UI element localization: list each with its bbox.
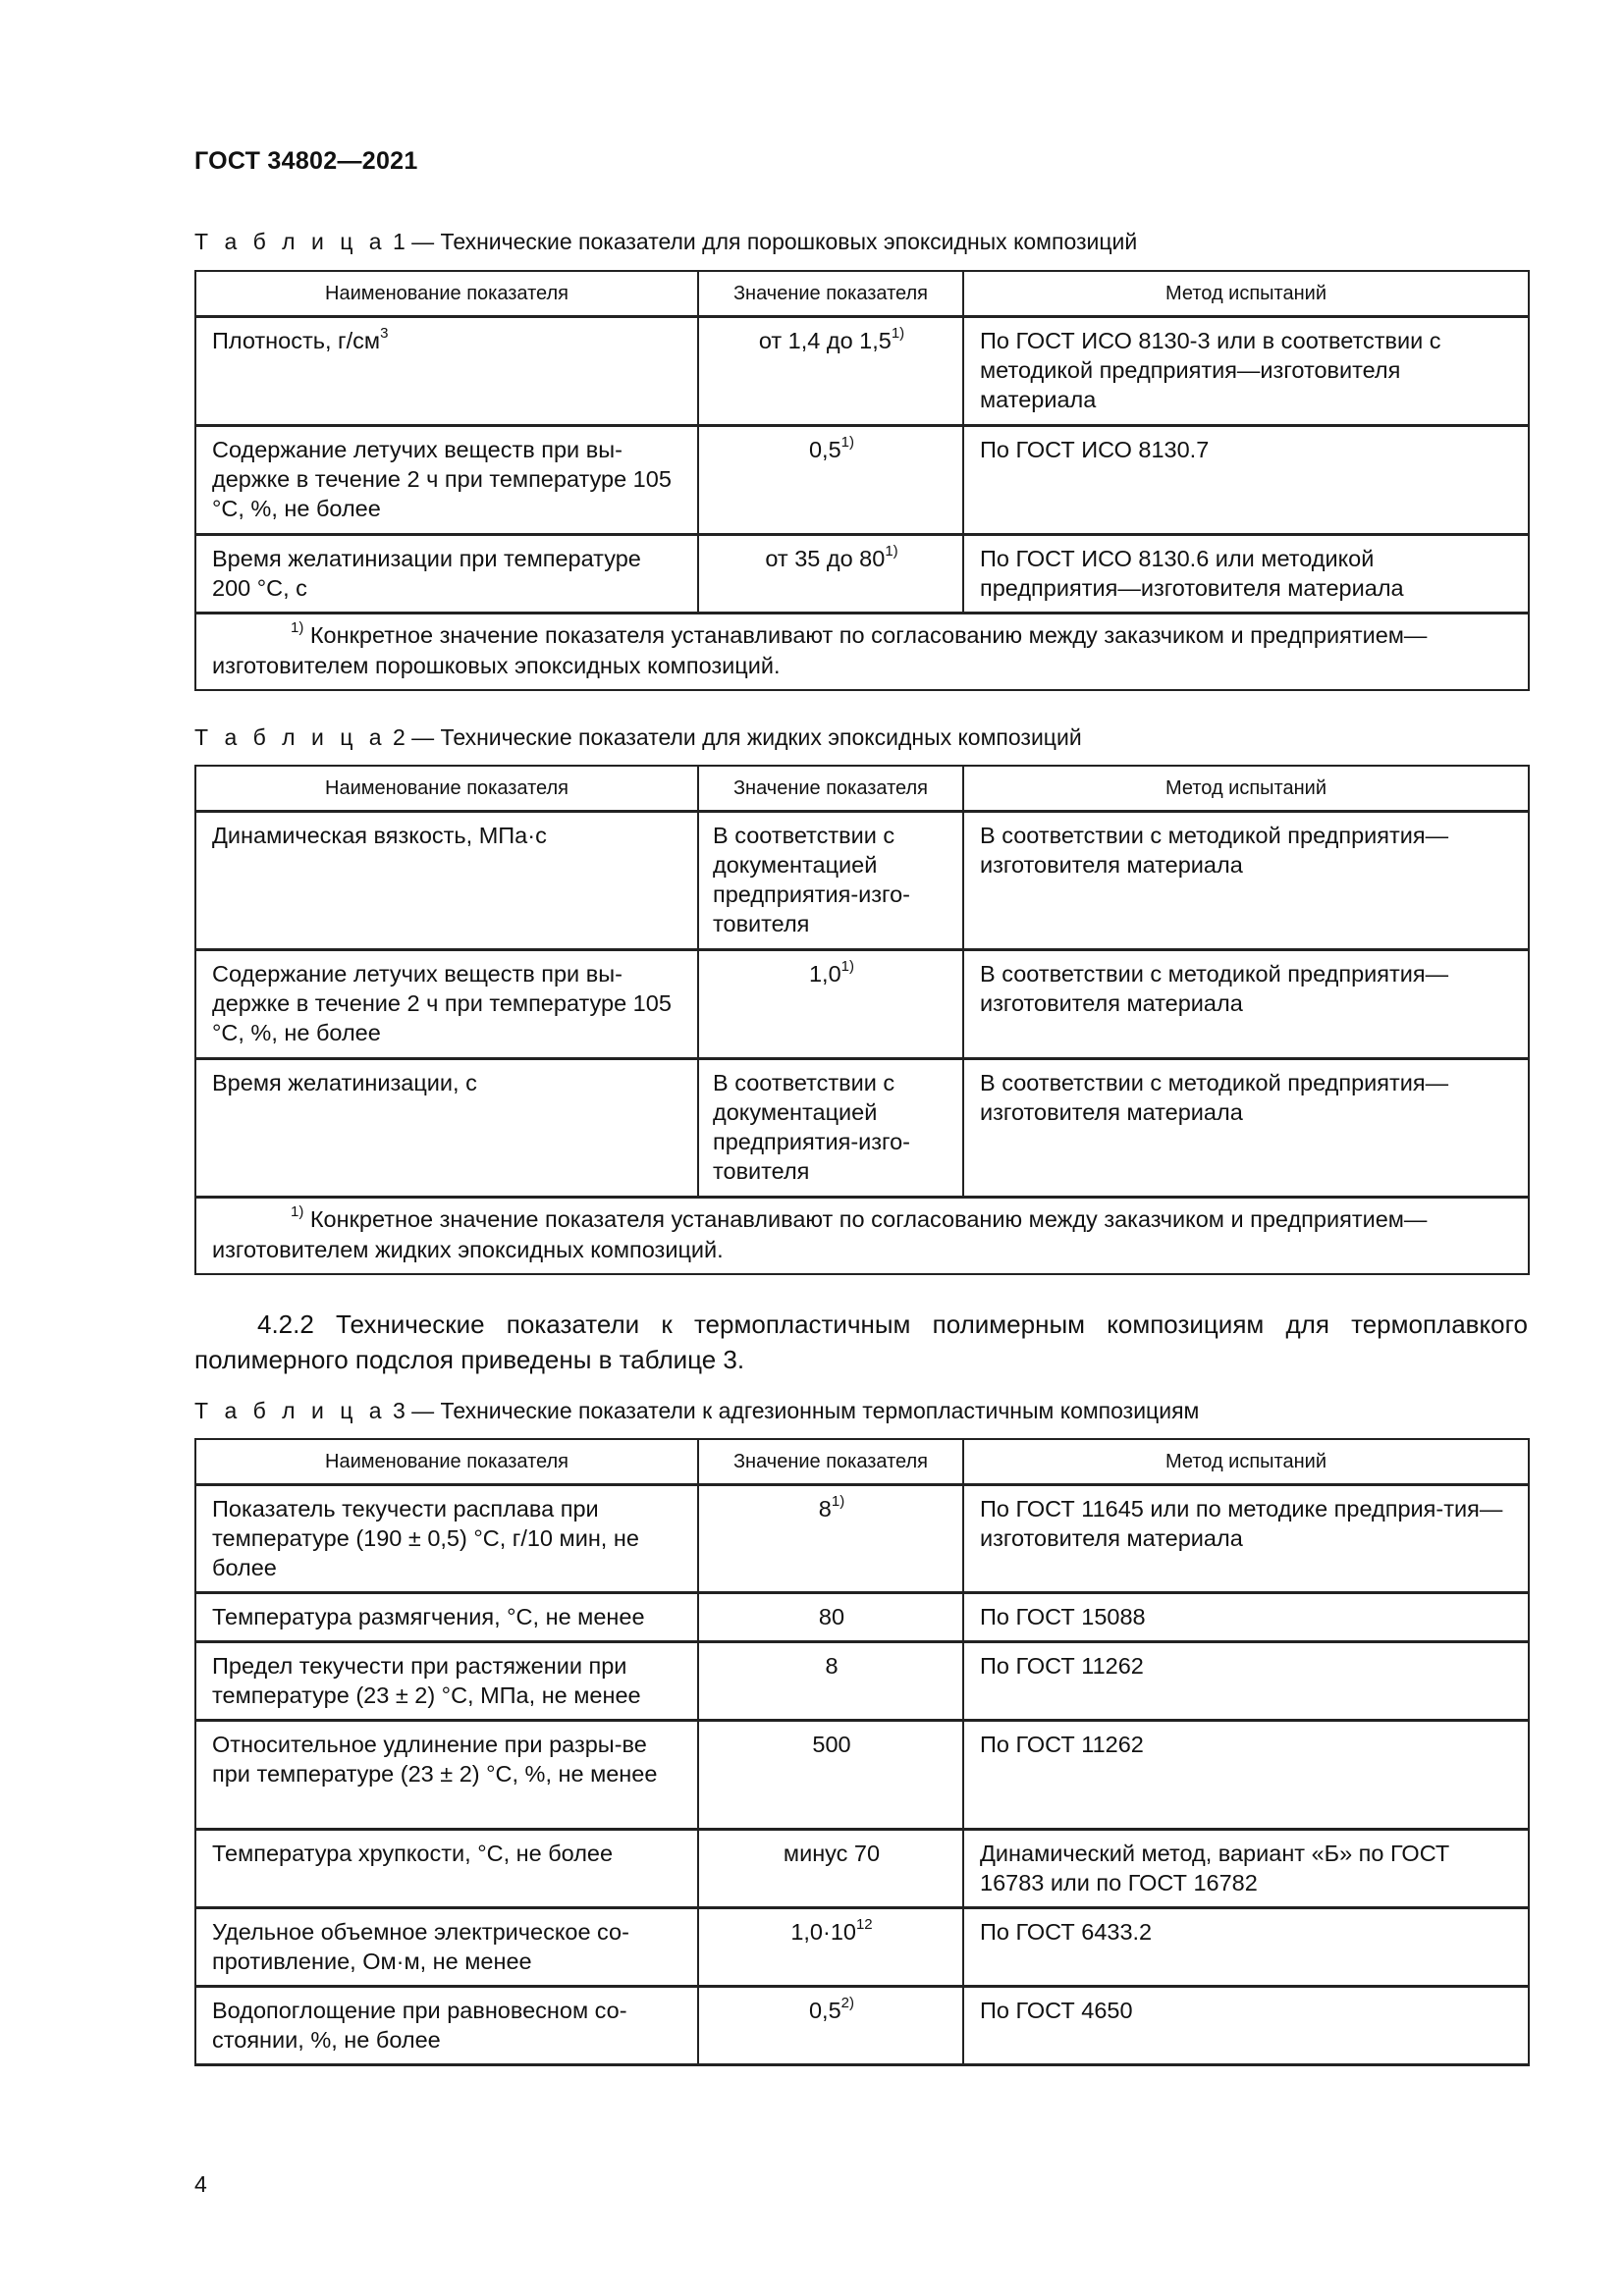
indicator-value: В соответствии с документацией предприятия-изго-товителя [698, 812, 963, 950]
header-name: Наименование показателя [195, 271, 698, 317]
table-row [195, 812, 1529, 950]
header-value: Значение показателя [698, 271, 963, 317]
indicator-name: Предел текучести при растяжении при температуре (23 ± 2) °С, МПа, не менее [195, 1642, 698, 1721]
test-method: По ГОСТ ИСО 8130.6 или методикой предприятия—изготовителя материала [963, 535, 1529, 614]
header-method: Метод испытаний [963, 766, 1529, 812]
indicator-value: 0,5$^{2)}$ [698, 1987, 963, 2065]
table-footnote-row [195, 614, 1529, 691]
indicator-value: 8 [698, 1642, 963, 1721]
table-row [195, 535, 1529, 614]
indicator-value: от 35 до 80$^{1)}$ [698, 535, 963, 614]
table-header-row [195, 1439, 1529, 1485]
table-label: Т а б л и ц а [194, 229, 387, 254]
indicator-name: Плотность, $г/см^3$ [195, 317, 698, 426]
test-method: По ГОСТ 4650 [963, 1987, 1529, 2065]
table-footnote-row [195, 1198, 1529, 1275]
indicator-name: Температура хрупкости, °С, не более [195, 1830, 698, 1908]
indicator-value: от 1,4 до 1,5$^{1)}$ [698, 317, 963, 426]
indicator-value: 500 [698, 1721, 963, 1830]
table-title: 1 — Технические показатели для порошковых эпоксидных композиций [386, 229, 1138, 254]
test-method: В соответствии с методикой предприятия—изготовителя материала [963, 812, 1529, 950]
indicator-name: Время желатинизации при температуре 200 °С, с [195, 535, 698, 614]
header-method: Метод испытаний [963, 271, 1529, 317]
table-row [195, 1593, 1529, 1642]
table-row [195, 426, 1529, 535]
indicator-value: 80 [698, 1593, 963, 1642]
table-row [195, 1642, 1529, 1721]
table-2-caption [194, 723, 1082, 751]
table-3 [194, 1438, 1530, 2066]
paragraph-4-2-2 [194, 1307, 1528, 1377]
header-name: Наименование показателя [195, 1439, 698, 1485]
indicator-name: Содержание летучих веществ при вы-держке в течение 2 ч при температуре 105 °С, %, не более [195, 426, 698, 535]
table-row [195, 317, 1529, 426]
header-name: Наименование показателя [195, 766, 698, 812]
table-row [195, 1830, 1529, 1908]
test-method: По ГОСТ 11645 или по методике предприя-тия—изготовителя материала [963, 1485, 1529, 1593]
test-method: По ГОСТ 6433.2 [963, 1908, 1529, 1987]
table-label: Т а б л и ц а [194, 724, 387, 750]
table-1-caption [194, 228, 1137, 255]
test-method: По ГОСТ 15088 [963, 1593, 1529, 1642]
table-row [195, 1059, 1529, 1198]
indicator-value: 8$^{1)}$ [698, 1485, 963, 1593]
table-row [195, 950, 1529, 1059]
table-title: 2 — Технические показатели для жидких эпоксидных композиций [386, 724, 1082, 750]
table-label: Т а б л и ц а [194, 1398, 387, 1423]
table-2 [194, 765, 1530, 1275]
indicator-name: Показатель текучести расплава при температуре (190 ± 0,5) °С, г/10 мин, не более [195, 1485, 698, 1593]
indicator-value: минус 70 [698, 1830, 963, 1908]
table-3-caption [194, 1397, 1199, 1424]
table-title: 3 — Технические показатели к адгезионным термопластичным композициям [386, 1398, 1200, 1423]
test-method: По ГОСТ ИСО 8130.7 [963, 426, 1529, 535]
header-method: Метод испытаний [963, 1439, 1529, 1485]
test-method: По ГОСТ 11262 [963, 1642, 1529, 1721]
test-method: По ГОСТ 11262 [963, 1721, 1529, 1830]
indicator-value: В соответствии с документацией предприятия-изго-товителя [698, 1059, 963, 1198]
indicator-value: 0,5$^{1)}$ [698, 426, 963, 535]
paragraph-line: полимерного подслоя приведены в таблице 3. [194, 1345, 745, 1374]
table-header-row [195, 271, 1529, 317]
table-row [195, 1987, 1529, 2065]
header-value: Значение показателя [698, 766, 963, 812]
paragraph-line: 4.2.2 Технические показатели к термопластичным полимерным композициям для термоплавкого [257, 1309, 1528, 1339]
test-method: По ГОСТ ИСО 8130-3 или в соответствии с методикой предприятия—изготовителя материала [963, 317, 1529, 426]
test-method: В соответствии с методикой предприятия—изготовителя материала [963, 1059, 1529, 1198]
indicator-value: 1,0$^{1)}$ [698, 950, 963, 1059]
table-footnote: $^{1)}$ Конкретное значение показателя устанавливают по согласованию между заказчиком и предприятием—изготовителем жидких эпоксидных композиций. [195, 1198, 1529, 1275]
table-row [195, 1721, 1529, 1830]
header-value: Значение показателя [698, 1439, 963, 1485]
test-method: В соответствии с методикой предприятия—изготовителя материала [963, 950, 1529, 1059]
table-header-row [195, 766, 1529, 812]
indicator-name: Относительное удлинение при разры-ве при температуре (23 ± 2) °С, %, не менее [195, 1721, 698, 1830]
indicator-value: $1,0\cdot 10^{12}$ [698, 1908, 963, 1987]
page-number: 4 [194, 2171, 207, 2197]
indicator-name: Водопоглощение при равновесном со-стоянии, %, не более [195, 1987, 698, 2065]
indicator-name: Температура размягчения, °С, не менее [195, 1593, 698, 1642]
table-row [195, 1485, 1529, 1593]
table-1 [194, 270, 1530, 691]
indicator-name: Удельное объемное электрическое со-противление, Ом·м, не менее [195, 1908, 698, 1987]
indicator-name: Динамическая вязкость, МПа·с [195, 812, 698, 950]
table-row [195, 1908, 1529, 1987]
test-method: Динамический метод, вариант «Б» по ГОСТ 16783 или по ГОСТ 16782 [963, 1830, 1529, 1908]
table-footnote: $^{1)}$ Конкретное значение показателя устанавливают по согласованию между заказчиком и предприятием—изготовителем порошковых эпоксидных композиций. [195, 614, 1529, 691]
indicator-name: Время желатинизации, с [195, 1059, 698, 1198]
indicator-name: Содержание летучих веществ при вы-держке в течение 2 ч при температуре 105 °С, %, не более [195, 950, 698, 1059]
document-code: ГОСТ 34802—2021 [194, 147, 418, 175]
